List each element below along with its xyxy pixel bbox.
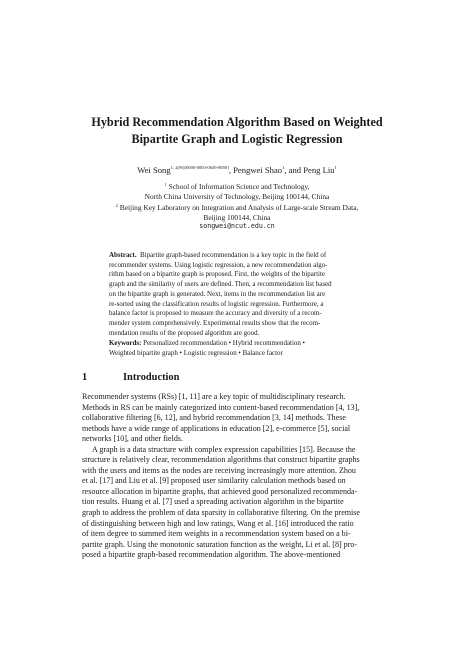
keywords <box>109 339 365 358</box>
author-name: Wei Song <box>137 165 171 175</box>
abstract-text: Bipartite graph-based recommendation is a key topic in the field of <box>140 251 327 259</box>
body-line: posed a bipartite graph-based recommendation algorithm. The above-mentioned <box>82 550 341 560</box>
body-line: networks [10], and other fields. <box>82 434 184 444</box>
body-line: A graph is a data structure with complex expression capabilities [15]. Because the <box>92 444 356 454</box>
abstract-line: re-sorted using the classification results of logistic regression. Furthermore, a <box>109 299 324 308</box>
section-number: 1 <box>82 372 88 383</box>
affiliation-marker: 1 <box>164 182 167 187</box>
title-line-1: Hybrid Recommendation Algorithm Based on Weighted <box>91 115 383 129</box>
affiliation-text: School of Information Science and Technology, <box>166 182 310 191</box>
body-line: partite graph. Using the monotonic saturation function as the weight, Li et al. [8] pro- <box>82 539 358 549</box>
body-line: Methods in RS can be mainly categorized into content-based recommendation [4, 13], <box>82 402 360 412</box>
section-heading <box>82 372 179 383</box>
author-separator: , and <box>284 165 304 175</box>
affiliation-text: Beijing Key Laboratory on Integration and Analysis of Large-scale Stream Data, <box>117 203 359 213</box>
author-superscript: 1 <box>282 165 285 170</box>
body-line: graph to address the problem of data sparsity in collaborative filtering. On the premise <box>82 508 360 518</box>
affiliations <box>60 180 414 232</box>
section-title: Introduction <box>123 372 180 383</box>
body-line: of item degree to summed item weights in a recommendation system based on a bi- <box>82 529 351 539</box>
abstract-line <box>109 251 365 261</box>
author-name: Pengwei Shao <box>233 165 283 175</box>
abstract-line: graph and the similarity of users are defined. Then, a recommendation list based <box>109 280 332 289</box>
abstract-line: rithm based on a bipartite graph is proposed. First, the weights of the bipartite <box>109 270 325 279</box>
author-separator: , <box>228 165 234 175</box>
author-name: Peng Liu <box>303 165 335 175</box>
affiliation-line: North China University of Technology, Beijing 100144, China <box>144 191 330 201</box>
body-line: of distinguishing between high and low ratings, Wang et al. [16] introduced the ratio <box>82 518 354 528</box>
abstract-line: mender system comprehensively. Experimental results show that the recom- <box>109 318 321 327</box>
title-line-2: Bipartite Graph and Logistic Regression <box>131 132 343 146</box>
body-text <box>82 392 394 561</box>
abstract-line: recommender systems. Using logistic regression, a new recommendation algo- <box>109 260 328 269</box>
keywords-text: Personalized recommendation • Hybrid recommendation • <box>143 339 305 347</box>
author-superscript: 1 <box>334 165 337 170</box>
abstract <box>109 251 365 338</box>
paper-title <box>60 114 414 148</box>
body-line: Recommender systems (RSs) [1, 11] are a key topic of multidisciplinary research. <box>82 392 346 401</box>
abstract-line: mendation results of the proposed algorithm are good. <box>109 328 260 337</box>
keywords-line <box>109 339 365 349</box>
body-line: methods have a wide range of applications in education [2], e-commerce [5], social <box>82 423 351 433</box>
keywords-label: Keywords: <box>109 339 142 347</box>
affiliation-line <box>60 180 414 192</box>
affiliation-marker: 2 <box>115 203 118 209</box>
affiliation-line: Beijing 100144, China <box>203 212 271 222</box>
affiliation-line <box>60 201 414 213</box>
body-line: tion results. Huang et al. [7] used a spreading activation algorithm in the bipartite <box>82 497 344 507</box>
body-line: with the users and items as the nodes are receiving increasingly more attention. Zhou <box>82 465 356 475</box>
author-email: songwei@ncut.edu.cn <box>199 222 275 231</box>
keywords-line: Weighted bipartite graph • Logistic regression • Balance factor <box>109 348 283 357</box>
abstract-line: on the bipartite graph is generated. Next, items in the recommendation list are <box>109 289 326 298</box>
body-line: et al. [17] and Liu et al. [9] proposed user similarity calculation methods based on <box>82 476 346 486</box>
author-superscript: 1, 2(✉)[0000-0003-0649-8850] <box>170 165 229 170</box>
body-line: collaborative filtering [6, 12], and hybrid recommendation [3, 14] methods. These <box>82 413 346 423</box>
body-line: structure is relatively clear, recommendation algorithms that construct bipartite graphs <box>82 455 360 465</box>
author-list <box>60 162 414 176</box>
body-line: resource allocation in bipartite graphs, that achieved good personalized recommenda- <box>82 486 358 496</box>
abstract-line: balance factor is proposed to measure the accuracy and diversity of a recom- <box>109 309 322 318</box>
abstract-label: Abstract. <box>109 251 137 259</box>
